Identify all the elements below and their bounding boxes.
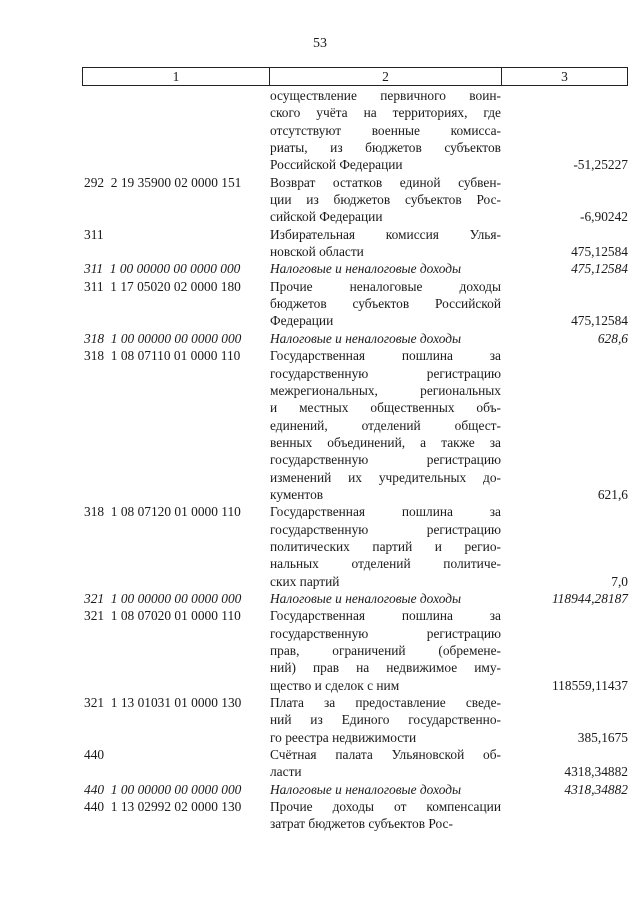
amount-value: -51,25227 [573,157,628,173]
description-line: Федерации [270,313,334,329]
amount-cell [501,330,630,347]
budget-code: 321 1 13 01031 01 0000 130 [84,695,242,711]
description-line: Возврат остатков единой субвен- [270,174,501,190]
description-line: Прочие доходы от компенсации [270,799,501,815]
table-row [82,260,630,277]
amount-value: 4318,34882 [564,764,628,780]
description-line: Налоговые и неналоговые доходы [270,330,462,346]
description-line: нальных отделений политиче- [270,556,501,572]
page-number: 53 [313,36,327,51]
description-line: Налоговые и неналоговые доходы [270,261,462,277]
amount-value: -6,90242 [580,209,628,225]
description-line: Плата за предоставление сведе- [270,695,501,711]
table-row [82,330,630,347]
income-description [269,174,501,226]
description-line: кументов [270,486,324,502]
income-description [269,590,501,607]
amount-value: 4318,34882 [564,781,628,797]
header-col-2: 2 [270,68,502,85]
table-row [82,87,630,174]
header-col-3: 3 [561,68,568,84]
description-line: ции из бюджетов субъектов Рос- [270,192,501,208]
table-row [82,781,630,798]
amount-value: 475,12584 [571,244,628,260]
budget-code: 311 1 00 00000 00 0000 000 [84,261,241,277]
description-line: ских партий [270,573,340,589]
description-line: щество и сделок с ним [270,677,400,693]
budget-code: 318 1 08 07120 01 0000 110 [84,504,241,520]
description-line: единений, отделений общест- [270,417,501,433]
income-description [269,347,501,503]
description-line: венных объединений, а также за [270,434,501,450]
description-line: риаты, из бюджетов субъектов [270,140,501,156]
description-line: Государственная пошлина за [270,504,501,520]
income-description [269,87,501,174]
table-row [82,226,630,261]
budget-code: 318 1 08 07110 01 0000 110 [84,348,241,364]
description-line: прав, ограничений (обремене- [270,643,501,658]
description-line: Государственная пошлина за [270,348,501,364]
income-description [269,260,501,277]
amount-cell [501,694,630,746]
amount-cell [501,260,630,277]
budget-code: 321 1 08 07020 01 0000 110 [84,608,241,624]
income-description [269,226,501,261]
description-line: ний из Единого государственно- [270,712,501,728]
table-row [82,746,630,781]
table-row [82,694,630,746]
budget-code: 292 2 19 35900 02 0000 151 [84,174,242,190]
amount-cell [501,607,630,694]
description-line: сийской Федерации [270,209,383,225]
description-line: Государственная пошлина за [270,608,501,624]
amount-cell [501,781,630,798]
description-line: го реестра недвижимости [270,729,417,745]
description-line: межрегиональных, региональных [270,382,501,398]
amount-value: 7,0 [611,573,628,589]
description-line: ласти [270,764,302,780]
description-line: и местных общественных объ- [270,400,501,416]
amount-cell [501,503,630,590]
amount-cell [501,174,630,226]
description-line: ний) прав на недвижимое иму- [270,660,501,676]
description-line: бюджетов субъектов Российской [270,296,501,312]
description-line: ского учёта на территориях, где [270,105,501,121]
description-line: отсутствуют военные комисса- [270,122,501,138]
description-line: затрат бюджетов субъектов Рос- [270,816,453,832]
description-line: Налоговые и неналоговые доходы [270,781,462,797]
table-row [82,798,630,833]
amount-value: 118944,28187 [551,590,628,606]
amount-cell [501,347,630,503]
description-line: государственную регистрацию [270,625,501,641]
income-description [269,746,501,781]
amount-cell [501,278,630,330]
budget-code: 311 1 17 05020 02 0000 180 [84,278,241,294]
budget-code: 318 1 00 00000 00 0000 000 [84,330,242,346]
budget-code [82,87,269,174]
description-line: государственную регистрацию [270,521,501,537]
table-row [82,347,630,503]
table-row [82,174,630,226]
income-description [269,503,501,590]
description-line: политических партий и регио- [270,538,501,554]
description-line: осуществление первичного воин- [270,88,501,103]
budget-code: 440 1 13 02992 02 0000 130 [84,799,242,815]
table-row [82,278,630,330]
description-line: Избирательная комиссия Улья- [270,226,501,242]
income-description [269,278,501,330]
budget-code: 440 1 00 00000 00 0000 000 [84,781,242,797]
amount-cell [501,226,630,261]
budget-code: 321 1 00 00000 00 0000 000 [84,590,242,606]
amount-cell [501,746,630,781]
income-description [269,607,501,694]
amount-value: 118559,11437 [551,677,628,693]
description-line: Прочие неналоговые доходы [270,278,501,294]
description-line: Российской Федерации [270,157,403,173]
table-row [82,590,630,607]
description-line: новской области [270,244,364,260]
amount-value: 621,6 [597,486,628,502]
budget-code: 311 [84,226,104,242]
description-line: Счётная палата Ульяновской об- [270,747,501,763]
income-description [269,330,501,347]
description-line: государственную регистрацию [270,452,501,468]
amount-value: 475,12584 [571,313,628,329]
amount-value: 475,12584 [571,261,628,277]
amount-cell [501,87,630,174]
table-row [82,607,630,694]
amount-cell [501,798,630,833]
budget-code: 440 [84,747,105,763]
table-header [82,67,628,86]
description-line: государственную регистрацию [270,365,501,381]
amount-value: 628,6 [597,330,628,346]
description-line: изменений их учредительных до- [270,469,501,485]
amount-value: 385,1675 [577,729,628,745]
amount-cell [501,590,630,607]
table-row [82,503,630,590]
header-col-1: 1 [83,68,270,85]
income-description [269,694,501,746]
description-line: Налоговые и неналоговые доходы [270,590,462,606]
income-description [269,781,501,798]
table-body [82,87,630,833]
income-description [269,798,501,833]
